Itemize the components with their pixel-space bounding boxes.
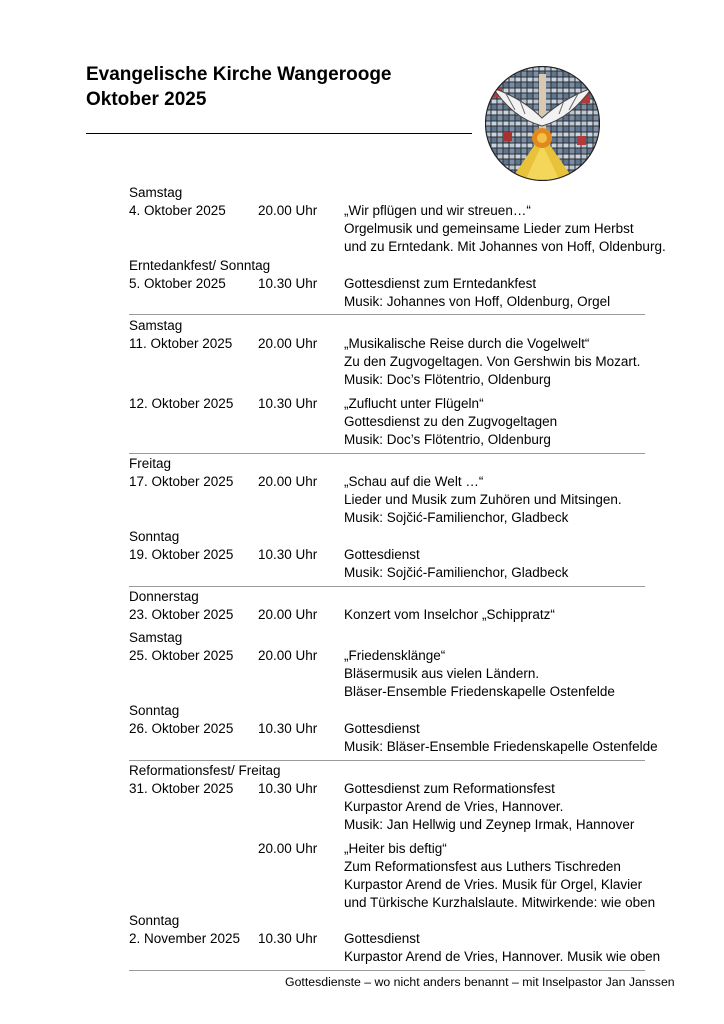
title-divider — [86, 133, 472, 134]
event-date: 5. Oktober 2025 — [129, 276, 226, 291]
event-day: Freitag — [129, 456, 172, 471]
event-time: 10.30 Uhr — [258, 781, 318, 796]
event-description-line: Orgelmusik und gemeinsame Lieder zum Herbst — [344, 221, 634, 236]
event-description-line: Gottesdienst — [344, 547, 420, 562]
event-description-line: „Schau auf die Welt …“ — [344, 474, 484, 489]
footer-divider — [129, 970, 645, 971]
event-date: 12. Oktober 2025 — [129, 396, 234, 411]
event-description-line: Zum Reformationsfest aus Luthers Tischreden — [344, 859, 621, 874]
section-divider — [129, 760, 645, 761]
event-description-line: „Heiter bis deftig“ — [344, 841, 447, 856]
event-date: 17. Oktober 2025 — [129, 474, 234, 489]
section-divider — [129, 453, 645, 454]
event-description-line: Musik: Johannes von Hoff, Oldenburg, Orgel — [344, 294, 611, 309]
event-description-line: Kurpastor Arend de Vries, Hannover. — [344, 799, 564, 814]
event-description-line: Konzert vom Inselchor „Schippratz“ — [344, 607, 555, 622]
event-day: Sonntag — [129, 703, 180, 718]
event-day: Erntedankfest/ Sonntag — [129, 258, 271, 273]
event-description-line: Bläsermusik aus vielen Ländern. — [344, 666, 540, 681]
event-date: 11. Oktober 2025 — [129, 336, 233, 351]
event-description-line: „Zuflucht unter Flügeln“ — [344, 396, 484, 411]
event-description-line: Gottesdienst zum Erntedankfest — [344, 276, 537, 291]
stained-glass-dove-icon — [485, 66, 600, 181]
event-description-line: Musik: Doc’s Flötentrio, Oldenburg — [344, 372, 551, 387]
event-date: 19. Oktober 2025 — [129, 547, 234, 562]
event-description-line: Lieder und Musik zum Zuhören und Mitsingen. — [344, 492, 622, 507]
event-description-line: Kurpastor Arend de Vries, Hannover. Musik wie oben — [344, 949, 661, 964]
event-time: 20.00 Uhr — [258, 203, 318, 218]
event-description-line: Kurpastor Arend de Vries. Musik für Orgel, Klavier — [344, 877, 643, 892]
event-date: 31. Oktober 2025 — [129, 781, 234, 796]
event-description-line: Zu den Zugvogeltagen. Von Gershwin bis Mozart. — [344, 354, 641, 369]
footer-note: Gottesdienste – wo nicht anders benannt – mit Inselpastor Jan Janssen — [285, 975, 675, 989]
page-title — [86, 62, 392, 112]
event-time: 10.30 Uhr — [258, 276, 318, 291]
event-day: Samstag — [129, 185, 183, 200]
event-date: 23. Oktober 2025 — [129, 607, 234, 622]
event-description-line: Musik: Sojčić-Familienchor, Gladbeck — [344, 510, 569, 525]
event-description-line: und zu Erntedank. Mit Johannes von Hoff, Oldenburg. — [344, 239, 666, 254]
event-description-line: Gottesdienst — [344, 721, 420, 736]
event-description-line: Bläser-Ensemble Friedenskapelle Ostenfelde — [344, 684, 615, 699]
title-line-1: Evangelische Kirche Wangerooge — [86, 64, 392, 85]
event-description-line: Gottesdienst zum Reformationsfest — [344, 781, 555, 796]
event-description-line: Gottesdienst zu den Zugvogeltagen — [344, 414, 558, 429]
event-time: 10.30 Uhr — [258, 931, 318, 946]
event-time: 20.00 Uhr — [258, 648, 318, 663]
event-date: 2. November 2025 — [129, 931, 241, 946]
event-day: Reformationsfest/ Freitag — [129, 763, 281, 778]
event-date: 25. Oktober 2025 — [129, 648, 234, 663]
event-description-line: Musik: Bläser-Ensemble Friedenskapelle Ostenfelde — [344, 739, 658, 754]
event-day: Sonntag — [129, 529, 180, 544]
event-day: Samstag — [129, 630, 183, 645]
event-time: 10.30 Uhr — [258, 547, 318, 562]
section-divider — [129, 314, 645, 315]
section-divider — [129, 586, 645, 587]
event-time: 10.30 Uhr — [258, 396, 318, 411]
event-time: 20.00 Uhr — [258, 607, 318, 622]
event-time: 20.00 Uhr — [258, 841, 318, 856]
event-time: 10.30 Uhr — [258, 721, 318, 736]
event-date: 4. Oktober 2025 — [129, 203, 226, 218]
event-description-line: Musik: Doc’s Flötentrio, Oldenburg — [344, 432, 551, 447]
event-day: Sonntag — [129, 913, 180, 928]
title-line-2: Oktober 2025 — [86, 89, 207, 110]
event-day: Donnerstag — [129, 589, 199, 604]
event-date: 26. Oktober 2025 — [129, 721, 234, 736]
event-day: Samstag — [129, 318, 183, 333]
event-description-line: und Türkische Kurzhalslaute. Mitwirkende: wie oben — [344, 895, 656, 910]
event-time: 20.00 Uhr — [258, 474, 318, 489]
event-description-line: Musik: Sojčić-Familienchor, Gladbeck — [344, 565, 569, 580]
event-description-line: „Friedensklänge“ — [344, 648, 446, 663]
event-description-line: Gottesdienst — [344, 931, 420, 946]
event-description-line: „Musikalische Reise durch die Vogelwelt“ — [344, 336, 590, 351]
event-description-line: Musik: Jan Hellwig und Zeynep Irmak, Hannover — [344, 817, 635, 832]
event-time: 20.00 Uhr — [258, 336, 318, 351]
event-description-line: „Wir pflügen und wir streuen…“ — [344, 203, 531, 218]
